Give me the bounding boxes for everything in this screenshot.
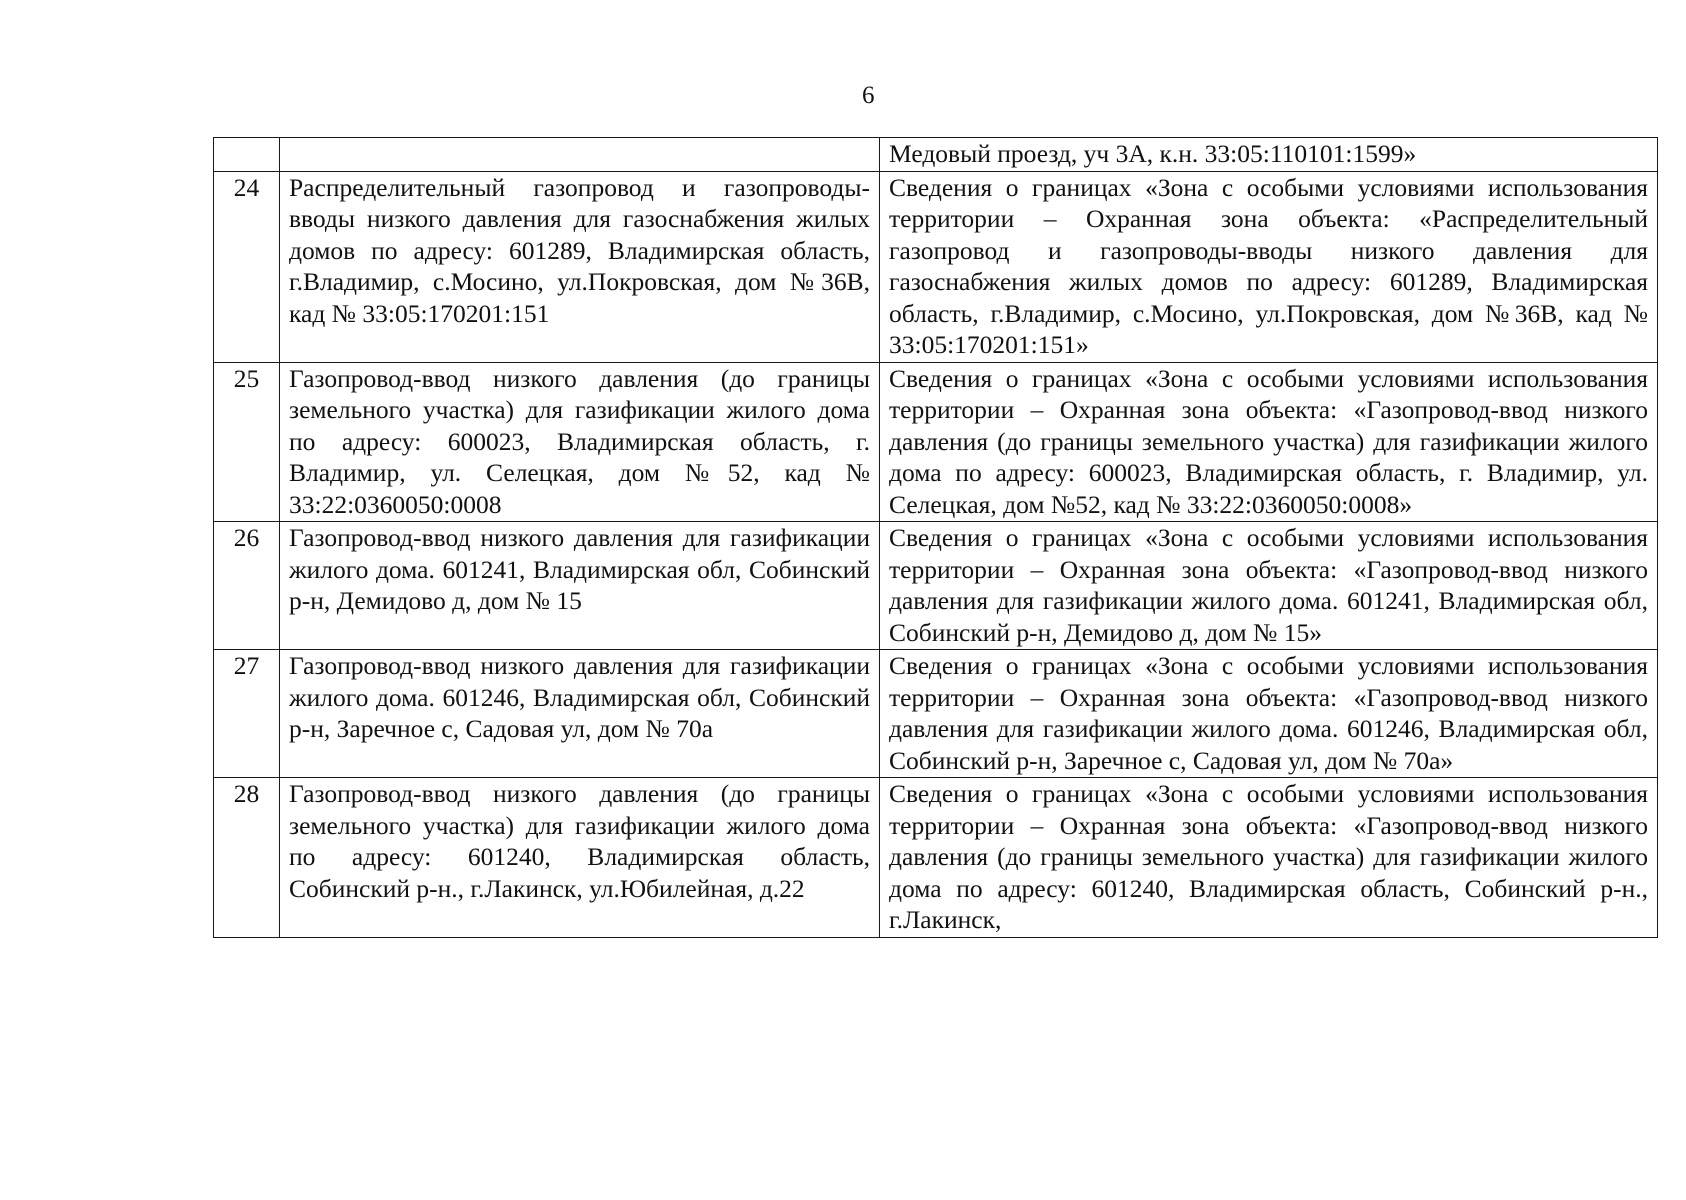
object-name-cell: Газопровод-ввод низкого давления для газификации жилого дома. 601241, Владимирская обл, Собинский р-н, Демидово д, дом № 15 [280,522,880,650]
table-row [214,171,1658,362]
object-name-cell [280,138,880,172]
table-row [214,650,1658,778]
zone-info-cell: Сведения о границах «Зона с особыми условиями использования территории – Охранная зона объекта: «Газопровод-ввод низкого давления для газификации жилого дома. 601246, Владимирская обл, Собинский р-н, Заречное с, Садовая ул, дом № 70а» [880,650,1658,778]
page-number: 6 [862,82,875,109]
object-name-cell: Газопровод-ввод низкого давления (до границы земельного участка) для газификации жилого дома по адресу: 601240, Владимирская область, Собинский р-н., г.Лакинск, ул.Юбилейная, д.22 [280,778,880,938]
row-number-cell: 26 [214,522,280,650]
object-name-cell: Распределительный газопровод и газопроводы-вводы низкого давления для газоснабжения жилых домов по адресу: 601289, Владимирская область, г.Владимир, с.Мосино, ул.Покровская, дом №36В, кад № 33:05:170201:151 [280,171,880,362]
row-number-cell: 27 [214,650,280,778]
table-row [214,778,1658,938]
object-name-cell: Газопровод-ввод низкого давления (до границы земельного участка) для газификации жилого дома по адресу: 600023, Владимирская область, г. Владимир, ул. Селецкая, дом №52, кад № 33:22:0360050:0008 [280,362,880,522]
zones-table [213,137,1658,938]
zone-info-cell: Сведения о границах «Зона с особыми условиями использования территории – Охранная зона объекта: «Газопровод-ввод низкого давления для газификации жилого дома. 601241, Владимирская обл, Собинский р-н, Демидово д, дом № 15» [880,522,1658,650]
row-number-cell: 28 [214,778,280,938]
zone-info-cell: Сведения о границах «Зона с особыми условиями использования территории – Охранная зона объекта: «Распределительный газопровод и газопроводы-вводы низкого давления для газоснабжения жилых домов по адресу: 601289, Владимирская область, г.Владимир, с.Мосино, ул.Покровская, дом №36В, кад № 33:05:170201:151» [880,171,1658,362]
object-name-cell: Газопровод-ввод низкого давления для газификации жилого дома. 601246, Владимирская обл, Собинский р-н, Заречное с, Садовая ул, дом № 70а [280,650,880,778]
table-row [214,362,1658,522]
row-number-cell [214,138,280,172]
zone-info-cell: Медовый проезд, уч 3А, к.н. 33:05:110101:1599» [880,138,1658,172]
table-row-continuation [214,138,1658,172]
row-number-cell: 24 [214,171,280,362]
zone-info-cell: Сведения о границах «Зона с особыми условиями использования территории – Охранная зона объекта: «Газопровод-ввод низкого давления (до границы земельного участка) для газификации жилого дома по адресу: 601240, Владимирская область, Собинский р-н., г.Лакинск, [880,778,1658,938]
row-number-cell: 25 [214,362,280,522]
table-row [214,522,1658,650]
zone-info-cell: Сведения о границах «Зона с особыми условиями использования территории – Охранная зона объекта: «Газопровод-ввод низкого давления (до границы земельного участка) для газификации жилого дома по адресу: 600023, Владимирская область, г. Владимир, ул. Селецкая, дом №52, кад № 33:22:0360050:0008» [880,362,1658,522]
